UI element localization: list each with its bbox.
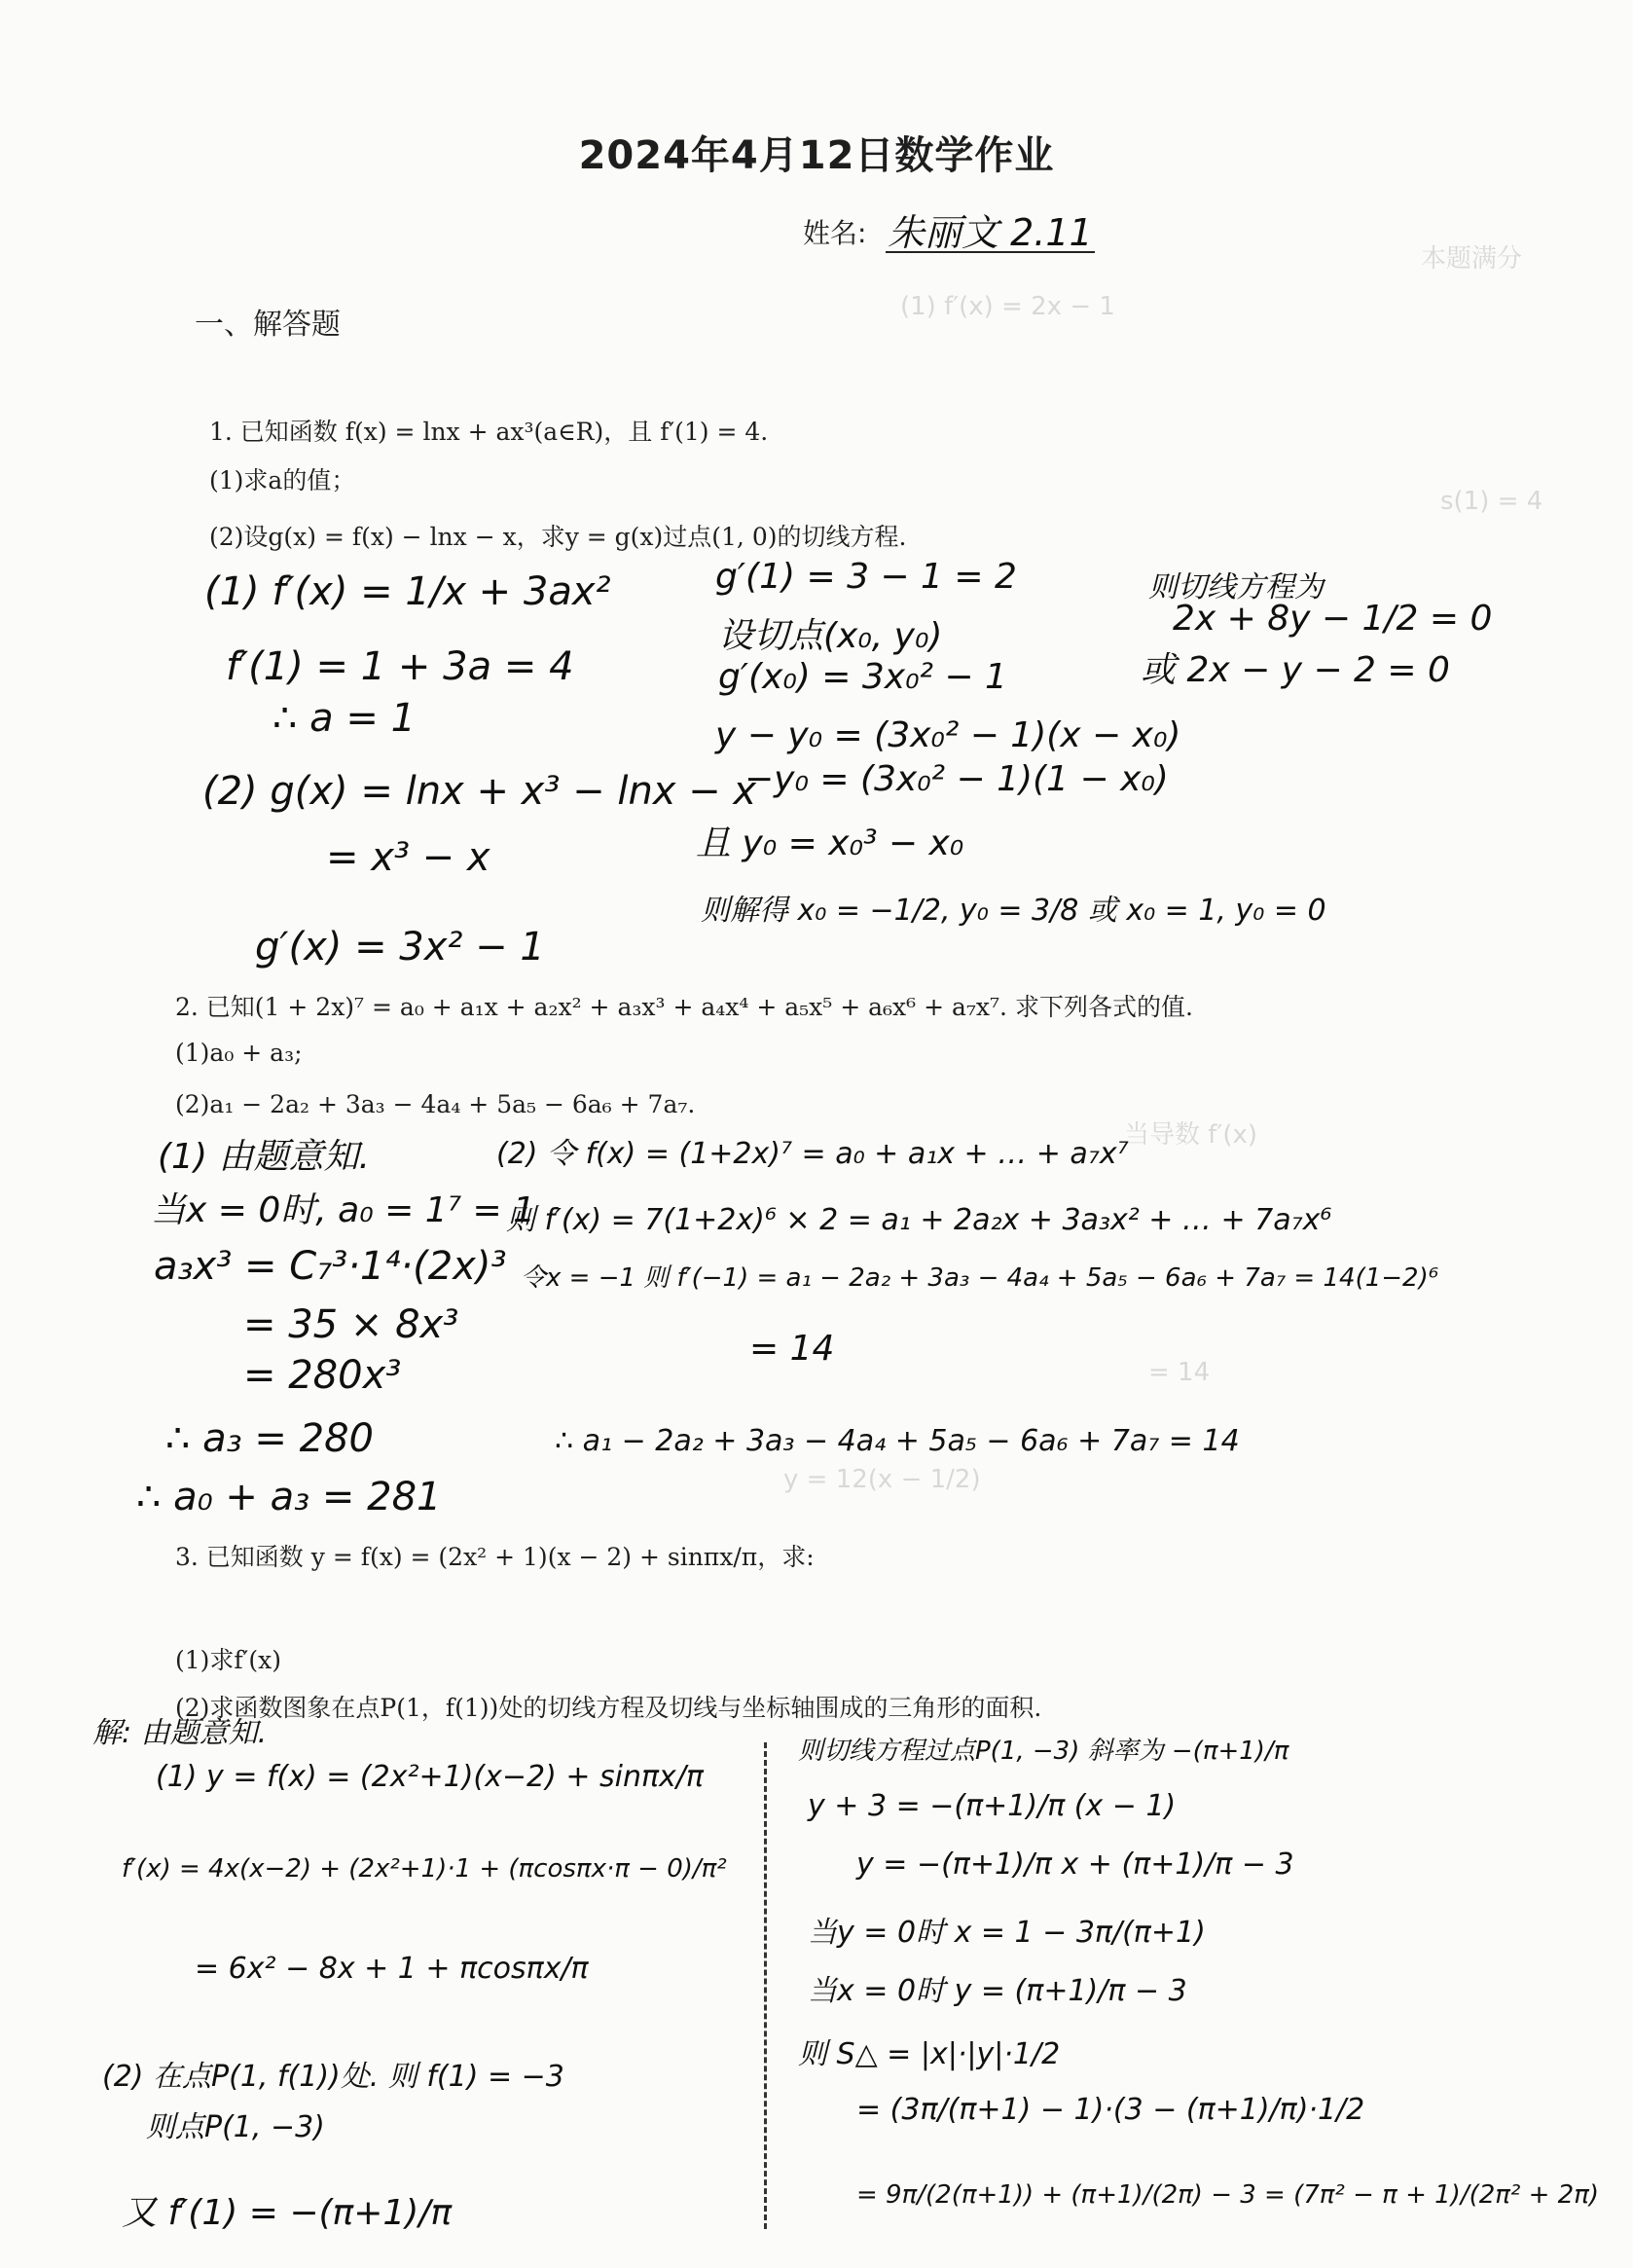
a2-line: 则 f′(x) = 7(1+2x)⁶ × 2 = a₁ + 2a₂x + 3a₃x² + … + 7a₇x⁶	[506, 1203, 1332, 1237]
bleed-text: (1) f′(x) = 2x − 1	[900, 292, 1115, 321]
q2-part1: (1)a₀ + a₃;	[175, 1039, 303, 1067]
a1-line: 则解得 x₀ = −1/2, y₀ = 3/8 或 x₀ = 1, y₀ = 0	[701, 894, 1326, 928]
a1-line: (1) f′(x) = 1/x + 3ax²	[204, 569, 611, 614]
a1-line: g′(x) = 3x² − 1	[255, 925, 545, 969]
bleed-text: s(1) = 4	[1440, 487, 1543, 516]
a2-line: (2) 令 f(x) = (1+2x)⁷ = a₀ + a₁x + … + a₇x⁷	[496, 1137, 1129, 1171]
a1-line: −y₀ = (3x₀² − 1)(1 − x₀)	[744, 759, 1169, 799]
a1-line: 设切点(x₀, y₀)	[718, 616, 943, 656]
q1-stem: 1. 已知函数 f(x) = lnx + ax³(a∈R)，且 f′(1) = 4.	[209, 418, 769, 446]
q1-part1: (1)求a的值；	[209, 466, 356, 494]
q2-part2: (2)a₁ − 2a₂ + 3a₃ − 4a₄ + 5a₅ − 6a₆ + 7a₇.	[175, 1090, 696, 1118]
bleed-text: = 14	[1148, 1358, 1211, 1387]
name-label: 姓名:	[803, 217, 867, 249]
a3-line: (1) y = f(x) = (2x²+1)(x−2) + sinπx/π	[156, 1760, 704, 1794]
a1-line: (2) g(x) = lnx + x³ − lnx − x	[202, 769, 757, 814]
bleed-text: 本题满分	[1421, 244, 1523, 274]
a3-line: y = −(π+1)/π x + (π+1)/π − 3	[856, 1847, 1294, 1882]
a1-line: g′(x₀) = 3x₀² − 1	[718, 657, 1007, 697]
a3-line: 又 f′(1) = −(π+1)/π	[122, 2193, 453, 2233]
a2-line: ∴ a₃ = 280	[165, 1416, 375, 1461]
a2-line: (1) 由题意知.	[158, 1137, 370, 1177]
a3-line: y + 3 = −(π+1)/π (x − 1)	[808, 1789, 1177, 1823]
a2-line: a₃x³ = C₇³·1⁴·(2x)³	[154, 1244, 507, 1289]
a1-line: y − y₀ = (3x₀² − 1)(x − x₀)	[715, 715, 1181, 755]
a2-line: = 35 × 8x³	[243, 1302, 459, 1347]
dashed-divider	[764, 1742, 767, 2229]
name-value: 朱丽文 2.11	[888, 211, 1093, 254]
a3-line: 则切线方程过点P(1, −3) 斜率为 −(π+1)/π	[798, 1737, 1289, 1766]
q3-part2: (2)求函数图象在点P(1，f(1))处的切线方程及切线与坐标轴围成的三角形的面积.	[175, 1694, 1042, 1722]
a1-line: g′(1) = 3 − 1 = 2	[715, 557, 1017, 597]
a3-line: 解: 由题意知.	[92, 1716, 268, 1750]
a2-line: = 280x³	[243, 1353, 402, 1398]
a3-line: 当y = 0时 x = 1 − 3π/(π+1)	[808, 1916, 1206, 1950]
q3-stem: 3. 已知函数 y = f(x) = (2x² + 1)(x − 2) + sinπx/π，求:	[175, 1543, 815, 1571]
a2-line: 当x = 0时, a₀ = 1⁷ = 1	[151, 1190, 535, 1230]
q3-part1: (1)求f′(x)	[175, 1646, 281, 1674]
a1-line: 且 y₀ = x₀³ − x₀	[696, 823, 964, 863]
a2-line: ∴ a₀ + a₃ = 281	[136, 1475, 442, 1519]
a1-line: = x³ − x	[326, 835, 490, 880]
a3-line: 则点P(1, −3)	[146, 2110, 325, 2144]
q1-part2: (2)设g(x) = f(x) − lnx − x，求y = g(x)过点(1, 0)的切线方程.	[209, 523, 907, 551]
a1-line: 则切线方程为	[1148, 570, 1324, 604]
page-title: 2024年4月12日数学作业	[578, 133, 1055, 178]
a1-line: 或 2x − y − 2 = 0	[1141, 650, 1450, 690]
a3-line: = 9π/(2(π+1)) + (π+1)/(2π) − 3 = (7π² − π + 1)/(2π² + 2π)	[856, 2180, 1600, 2210]
a3-line: = 6x² − 8x + 1 + πcosπx/π	[195, 1952, 589, 1986]
a2-line: ∴ a₁ − 2a₂ + 3a₃ − 4a₄ + 5a₅ − 6a₆ + 7a₇ = 14	[555, 1424, 1240, 1458]
a3-line: 当x = 0时 y = (π+1)/π − 3	[808, 1974, 1187, 2008]
a3-line: (2) 在点P(1, f(1))处. 则 f(1) = −3	[102, 2060, 564, 2094]
a3-line: 则 S△ = |x|·|y|·1/2	[798, 2037, 1061, 2071]
a3-line: f′(x) = 4x(x−2) + (2x²+1)·1 + (πcosπx·π − 0)/π²	[122, 1854, 727, 1884]
bleed-text: 当导数 f′(x)	[1124, 1120, 1257, 1150]
a1-line: 2x + 8y − 1/2 = 0	[1173, 599, 1493, 639]
bleed-text: y = 12(x − 1/2)	[783, 1465, 981, 1494]
name-underline	[886, 251, 1095, 253]
a1-line: ∴ a = 1	[272, 696, 417, 741]
q2-stem: 2. 已知(1 + 2x)⁷ = a₀ + a₁x + a₂x² + a₃x³ + a₄x⁴ + a₅x⁵ + a₆x⁶ + a₇x⁷. 求下列各式的值.	[175, 993, 1193, 1021]
a1-line: f′(1) = 1 + 3a = 4	[226, 644, 574, 689]
a2-line: 令x = −1 则 f′(−1) = a₁ − 2a₂ + 3a₃ − 4a₄ + 5a₅ − 6a₆ + 7a₇ = 14(1−2)⁶	[521, 1263, 1439, 1293]
section-title: 一、解答题	[195, 308, 341, 342]
a3-line: = (3π/(π+1) − 1)·(3 − (π+1)/π)·1/2	[856, 2093, 1365, 2127]
a2-line: = 14	[749, 1329, 835, 1369]
